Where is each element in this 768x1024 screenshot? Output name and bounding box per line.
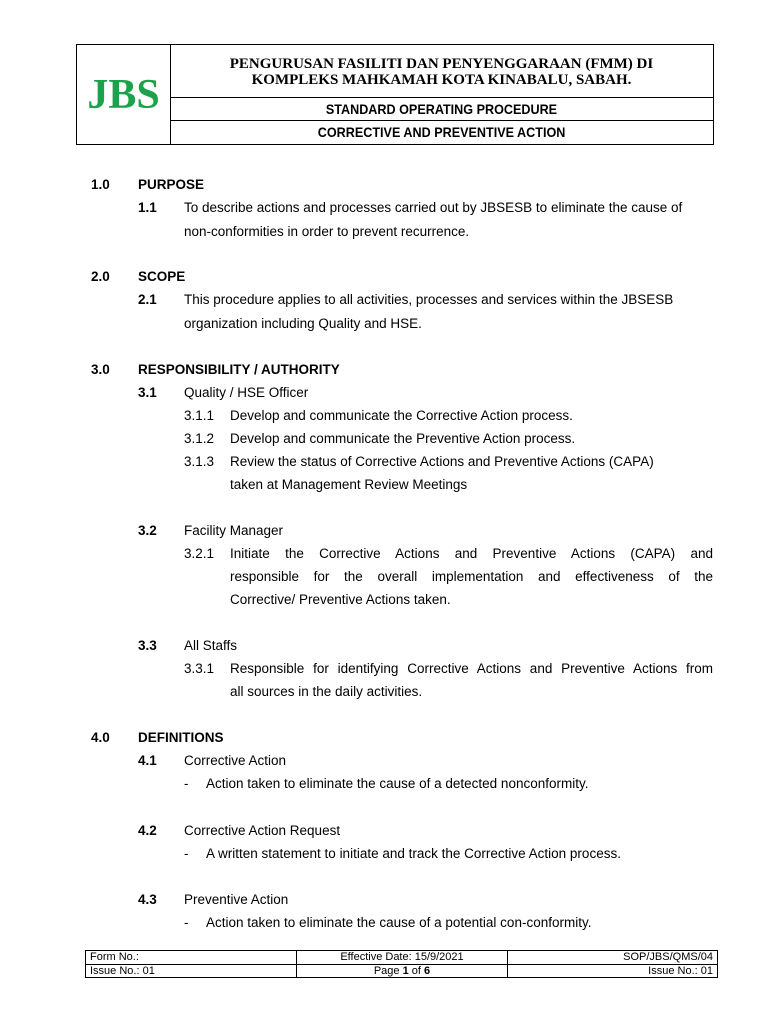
- item-4-1-text: Action taken to eliminate the cause of a detected nonconformity.: [206, 776, 589, 791]
- item-3-1-3-number: 3.1.3: [184, 454, 215, 469]
- footer-row-2: [86, 965, 717, 978]
- item-3-1-1-number: 3.1.1: [184, 408, 215, 423]
- page-total: 6: [424, 965, 431, 977]
- footer-effective-date: Effective Date: 15/9/2021: [297, 951, 508, 964]
- section-2-title: SCOPE: [138, 269, 186, 284]
- header-doc-type-row: [170, 98, 713, 121]
- item-4-2-bullet: -: [184, 846, 189, 861]
- item-4-2-label: Corrective Action Request: [184, 823, 341, 838]
- page-prefix: Page: [373, 965, 403, 977]
- section-2-number: 2.0: [91, 269, 110, 284]
- item-3-3-1-number: 3.3.1: [184, 661, 215, 676]
- item-4-1-number: 4.1: [138, 753, 157, 768]
- item-2-1-number: 2.1: [138, 292, 157, 307]
- footer-page-number: [297, 965, 508, 978]
- item-4-3-number: 4.3: [138, 892, 157, 907]
- header-doc-title-row: [170, 121, 713, 144]
- item-3-1-2-text: Develop and communicate the Preventive Action process.: [230, 431, 576, 446]
- section-3-title: RESPONSIBILITY / AUTHORITY: [138, 362, 340, 377]
- item-3-2-1-number: 3.2.1: [184, 546, 215, 561]
- footer-issue-no-left: Issue No.: 01: [86, 965, 297, 978]
- footer-doc-code: SOP/JBS/QMS/04: [623, 951, 713, 963]
- item-1-1-line1: To describe actions and processes carried out by JBSESB to eliminate the cause of: [184, 200, 683, 215]
- item-3-1-3-line2: taken at Management Review Meetings: [230, 477, 468, 492]
- page-current: 1: [402, 965, 409, 977]
- section-4-number: 4.0: [91, 730, 110, 745]
- item-3-2-number: 3.2: [138, 523, 157, 538]
- header-title-row: [170, 45, 713, 98]
- logo-cell: [77, 45, 171, 144]
- section-4-title: DEFINITIONS: [138, 730, 224, 745]
- section-1-title: PURPOSE: [138, 177, 205, 192]
- item-4-2-text: A written statement to initiate and track the Corrective Action process.: [206, 846, 621, 861]
- item-3-1-1-text: Develop and communicate the Corrective Action process.: [230, 408, 573, 423]
- footer-issue-no-right: Issue No.: 01: [648, 965, 713, 977]
- item-4-3-bullet: -: [184, 915, 189, 930]
- item-1-1-number: 1.1: [138, 200, 157, 215]
- section-1-number: 1.0: [91, 177, 110, 192]
- doc-type: STANDARD OPERATING PROCEDURE: [325, 101, 558, 117]
- item-3-2-1-line3: Corrective/ Preventive Actions taken.: [230, 592, 451, 607]
- item-3-1-label: Quality / HSE Officer: [184, 385, 309, 400]
- item-3-2-1-line1: Initiate the Corrective Actions and Preventive Actions (CAPA) and: [230, 546, 713, 561]
- item-3-3-number: 3.3: [138, 638, 157, 653]
- document-header: [76, 44, 714, 145]
- footer-row-1: [86, 951, 717, 965]
- item-3-3-1-line2: all sources in the daily activities.: [230, 684, 423, 699]
- document-footer: [85, 950, 718, 978]
- item-4-3-text: Action taken to eliminate the cause of a potential con-conformity.: [206, 915, 592, 930]
- item-2-1-line1: This procedure applies to all activities, processes and services within the JBSESB: [184, 292, 674, 307]
- section-3-number: 3.0: [91, 362, 110, 377]
- item-3-2-label: Facility Manager: [184, 523, 284, 538]
- item-3-1-number: 3.1: [138, 385, 157, 400]
- doc-title: CORRECTIVE AND PREVENTIVE ACTION: [317, 124, 566, 140]
- item-2-1-line2: organization including Quality and HSE.: [184, 316, 422, 331]
- item-1-1-line2: non-conformities in order to prevent recurrence.: [184, 224, 470, 239]
- company-logo: JBS: [87, 72, 160, 118]
- item-3-1-3-line1: Review the status of Corrective Actions and Preventive Actions (CAPA): [230, 454, 654, 469]
- item-3-3-label: All Staffs: [184, 638, 238, 653]
- item-4-3-label: Preventive Action: [184, 892, 289, 907]
- item-4-2-number: 4.2: [138, 823, 157, 838]
- item-3-3-1-line1: Responsible for identifying Corrective Actions and Preventive Actions from: [230, 661, 713, 676]
- item-4-1-label: Corrective Action: [184, 753, 287, 768]
- page-of: of: [408, 965, 425, 977]
- header-title-line2: KOMPLEKS MAHKAMAH KOTA KINABALU, SABAH.: [251, 72, 632, 88]
- header-title-line1: PENGURUSAN FASILITI DAN PENYENGGARAAN (FMM) DI: [229, 56, 654, 72]
- footer-form-no: Form No.:: [86, 951, 297, 964]
- item-3-2-1-line2: responsible for the overall implementation and effectiveness of the: [230, 569, 713, 584]
- item-4-1-bullet: -: [184, 776, 189, 791]
- item-3-1-2-number: 3.1.2: [184, 431, 215, 446]
